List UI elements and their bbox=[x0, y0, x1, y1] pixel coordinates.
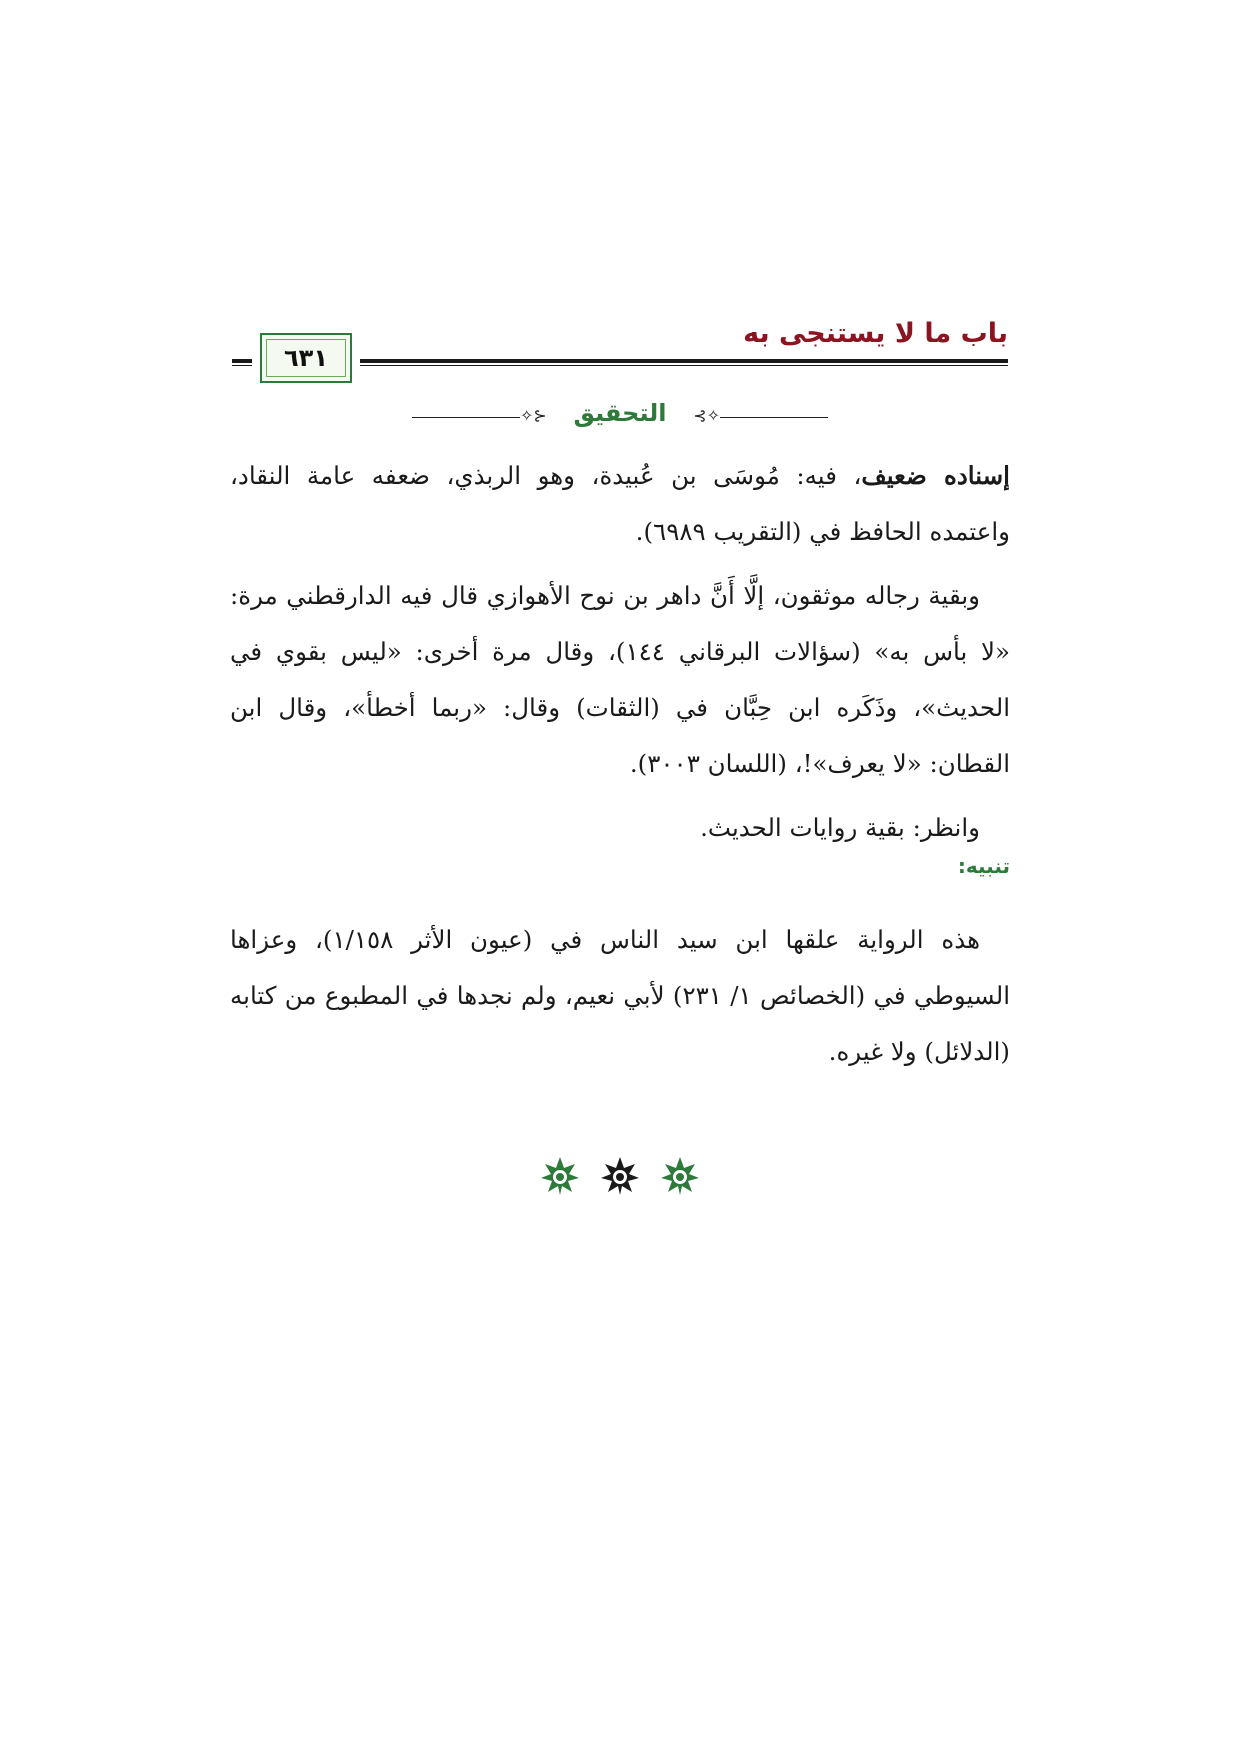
section-heading bbox=[412, 399, 828, 435]
paragraph-text: ، فيه: مُوسَى بن عُبيدة، وهو الربذي، ضعفه عامة النقاد، واعتمده الحافظ في (التقريب ٦٩٨٩). bbox=[230, 461, 1010, 546]
note-heading: تنبيه: bbox=[957, 854, 1010, 878]
end-ornament bbox=[540, 1156, 700, 1196]
note-paragraph: هذه الرواية علقها ابن سيد الناس في (عيون الأثر ١/١٥٨)، وعزاها السيوطي في (الخصائص ١/ ٢٣١) لأبي نعيم، ولم نجدها في المطبوع من كتابه (الدلائل) ولا غيره. bbox=[230, 925, 1010, 1066]
note-text-block bbox=[230, 912, 1010, 1088]
paragraph-narrators: وبقية رجاله موثقون، إلَّا أَنَّ داهر بن نوح الأهوازي قال فيه الدارقطني مرة: «لا بأس به» (سؤالات البرقاني ١٤٤)، وقال مرة أخرى: «ليس بقوي في الحديث»، وذَكَره ابن حِبَّان في (الثقات) وقال: «ربما أخطأ»، وقال ابن القطان: «لا يعرف»!، (اللسان ٣٠٠٣). bbox=[230, 581, 1010, 778]
black-star-ornament-icon bbox=[600, 1156, 640, 1196]
green-star-ornament-icon bbox=[540, 1156, 580, 1196]
paragraph-isnad bbox=[230, 448, 1010, 560]
section-ornament-right-icon: ✧⊱ bbox=[693, 406, 720, 425]
page-header bbox=[232, 312, 1008, 388]
section-line-right bbox=[720, 417, 828, 418]
section-label: التحقيق bbox=[573, 399, 667, 427]
page-number-badge bbox=[260, 333, 352, 383]
bold-lead: إسناده ضعيف bbox=[861, 461, 1010, 490]
green-star-ornament-icon bbox=[660, 1156, 700, 1196]
chapter-title: باب ما لا يستنجى به bbox=[743, 318, 1008, 349]
header-rule-left bbox=[232, 359, 252, 366]
header-rule-right bbox=[360, 359, 1008, 366]
main-text bbox=[230, 448, 1010, 864]
section-ornament-left-icon: ⊰✧ bbox=[520, 406, 547, 425]
paragraph-see-also: وانظر: بقية روايات الحديث. bbox=[700, 813, 980, 842]
page-number: ٦٣١ bbox=[284, 344, 328, 372]
